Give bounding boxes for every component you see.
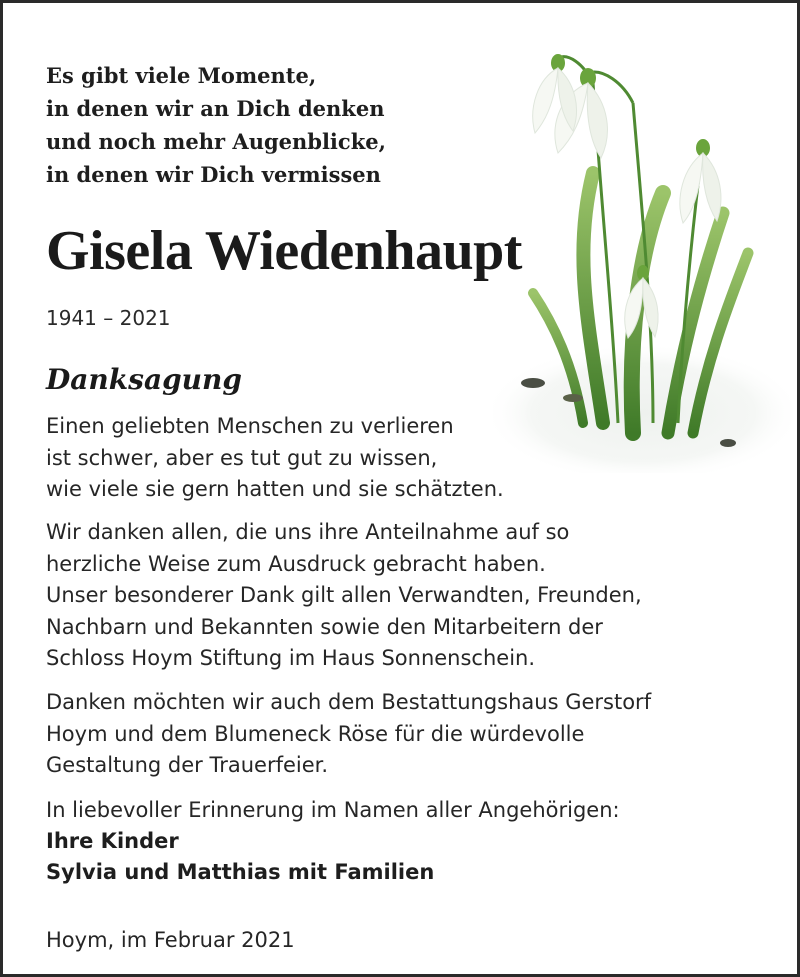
paragraph-thanks: Wir danken allen, die uns ihre Anteilnahme auf so herzliche Weise zum Ausdruck gebracht haben. Unser besonderer Dank gilt allen Verwandten, Freunden, Nachbarn und Bekannten sowie den Mitarbeitern der Schloss Hoym Stiftung im Haus Sonnenschein. — [46, 520, 642, 670]
life-years: 1941 – 2021 — [46, 306, 171, 330]
paragraph-remembrance: In liebevoller Erinnerung im Namen aller Angehörigen: — [46, 798, 620, 822]
signature-family-names: Sylvia und Matthias mit Familien — [46, 860, 435, 884]
snowdrop-flowers-icon — [493, 23, 793, 473]
danksagung-heading: Danksagung — [46, 363, 242, 396]
paragraph-funeral-thanks: Danken möchten wir auch dem Bestattungshaus Gerstorf Hoym und dem Blumeneck Röse für die würdevolle Gestaltung der Trauerfeier. — [46, 690, 652, 777]
place-and-date: Hoym, im Februar 2021 — [46, 928, 295, 952]
signature-children: Ihre Kinder — [46, 829, 179, 853]
memorial-quote: Es gibt viele Momente, in denen wir an Dich denken und noch mehr Augenblicke, in denen wir Dich vermissen — [46, 63, 386, 187]
deceased-name: Gisela Wiedenhaupt — [46, 220, 522, 282]
paragraph-loss: Einen geliebten Menschen zu verlieren ist schwer, aber es tut gut zu wissen, wie viele sie gern hatten und sie schätzten. — [46, 414, 504, 501]
